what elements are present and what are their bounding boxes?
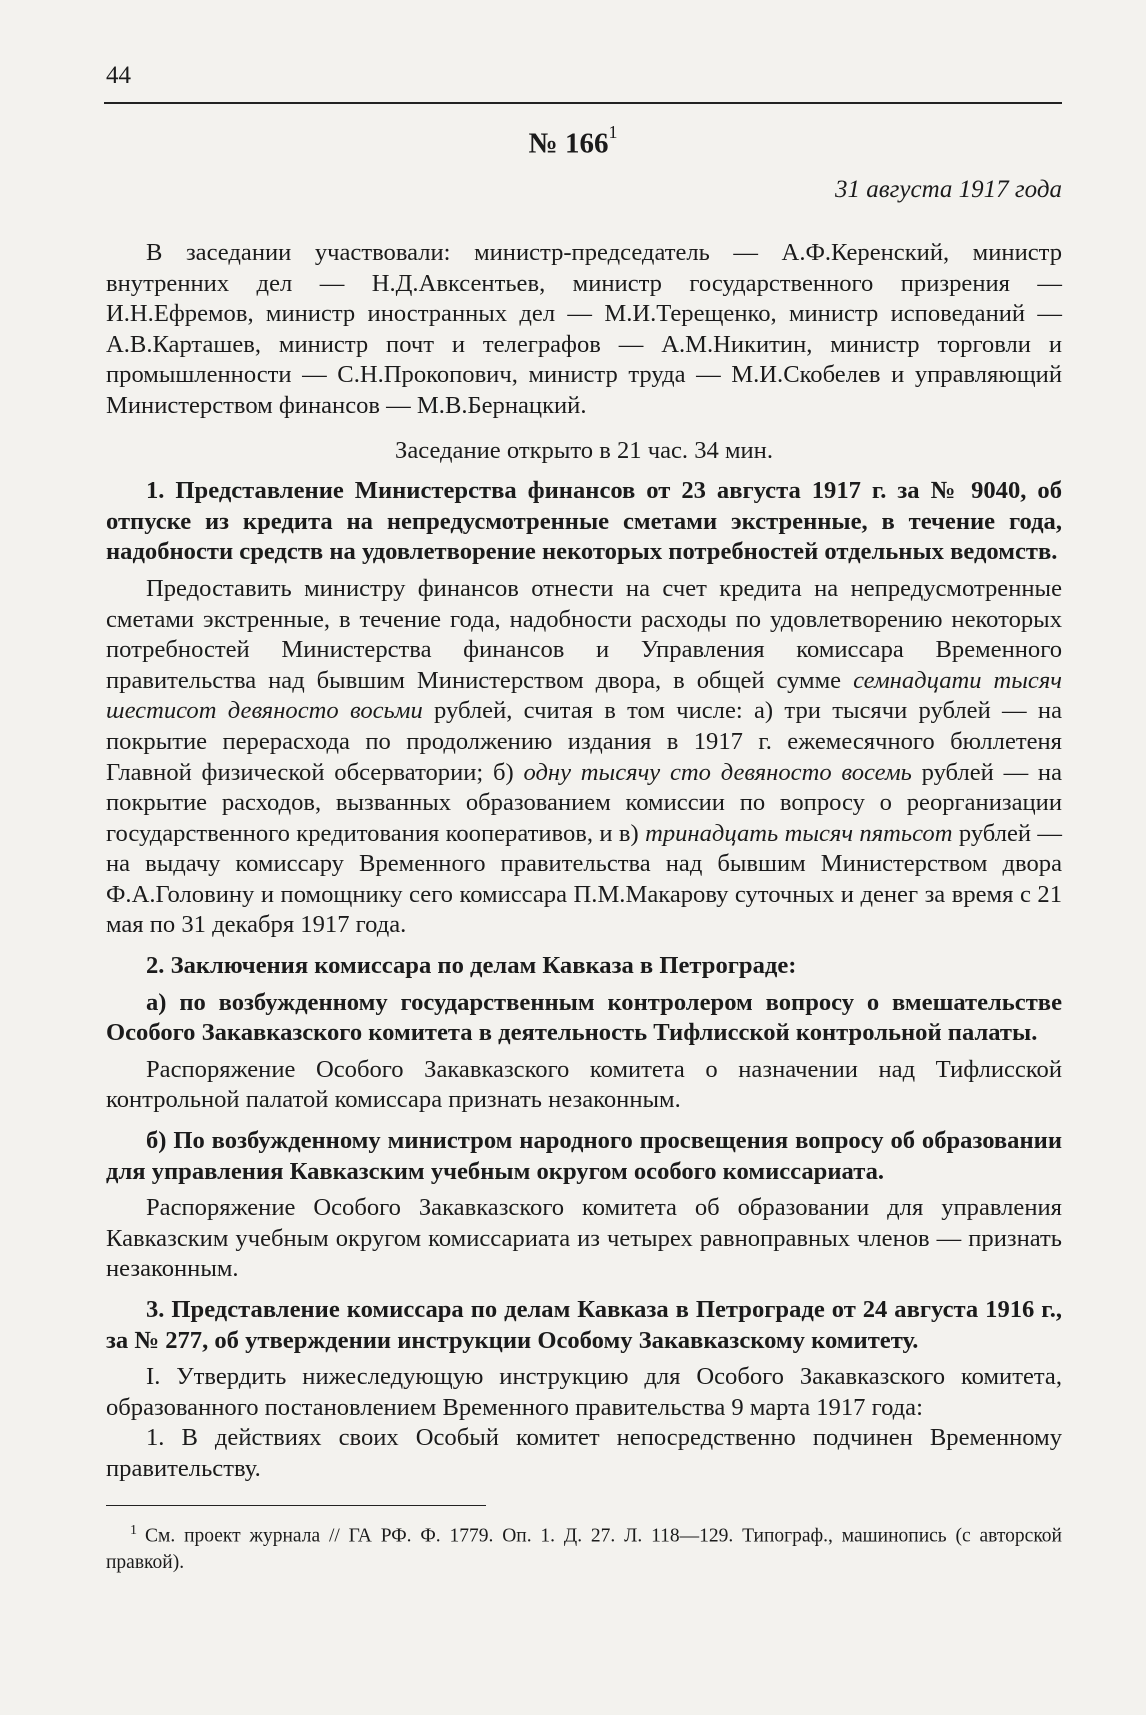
item1-text-b: рублей, считая в том числе: а) три тысячи рублей — на покрытие перерасхода по продолжению издания в 1917 г. ежемесячного бюллетеня Главной физической обсерватории; б)	[106, 697, 1062, 786]
item1-text-c: рублей — на покрытие расходов, вызванных образованием комиссии по вопросу о реорганизации государственного кредитования кооперативов, и в)	[106, 758, 1063, 847]
item1-italic-c: тринадцать тысяч пятьсот	[645, 819, 953, 847]
item1-heading: 1. Представление Министерства финансов от 23 августа 1917 г. за № 9040, об отпуске из кредита на непредусмотренные сметами экстренные, в течение года, надобности средств на удовлетворение некоторых потребностей отдельных ведомств.	[106, 477, 1062, 566]
footnote-text: См. проект журнала // ГА РФ. Ф. 1779. Оп. 1. Д. 27. Л. 118—129. Типограф., машинопись (с авторской правкой).	[106, 1525, 1062, 1573]
item2a-paragraph: Распоряжение Особого Закавказского комитета о назначении над Тифлисской контрольной палатой комиссара признать незаконным.	[106, 1055, 1062, 1114]
document-number-text: № 166	[528, 127, 609, 160]
document-body	[106, 238, 1062, 1485]
document-footnote-marker: 1	[608, 122, 618, 142]
item3-heading: 3. Представление комиссара по делам Кавказа в Петрограде от 24 августа 1916 г., за № 277, об утверждении инструкции Особому Закавказскому комитету.	[106, 1296, 1062, 1354]
document-number	[0, 122, 1146, 161]
item1-italic-b: одну тысячу сто девяносто восемь	[523, 758, 912, 786]
participants-paragraph: В заседании участвовали: министр-председатель — А.Ф.Керенский, министр внутренних дел — Н.Д.Авксентьев, министр государственного призрения — И.Н.Ефремов, министр иностранных дел — М.И.Терещенко, министр исповеданий — А.В.Карташев, министр почт и телеграфов — А.М.Никитин, министр торговли и промышленности — С.Н.Прокопович, министр труда — М.И.Скобелев и управляющий Министерством финансов — М.В.Бернацкий.	[106, 239, 1062, 419]
document-date: 31 августа 1917 года	[835, 176, 1062, 203]
item2a-heading: а) по возбужденному государственным контролером вопросу о вмешательстве Особого Закавказского комитета в деятельность Тифлисской контрольной палаты.	[106, 988, 1062, 1047]
item2b-heading: б) По возбужденному министром народного просвещения вопросу об образовании для управления Кавказским учебным округом особого комиссариата.	[106, 1127, 1062, 1185]
item2b-paragraph: Распоряжение Особого Закавказского комитета об образовании для управления Кавказским учебным округом комиссариата из четырех равноправных членов — признать незаконным.	[106, 1194, 1062, 1283]
item3-paragraph-1: I. Утвердить нижеследующую инструкцию для Особого Закавказского комитета, образованного постановлением Временного правительства 9 марта 1917 года:	[106, 1363, 1062, 1421]
page-number: 44	[106, 62, 131, 89]
item3-paragraph-2: 1. В действиях своих Особый комитет непосредственно подчинен Временному правительству.	[106, 1424, 1062, 1482]
item1-text-a: Предоставить министру финансов отнести на счет кредита на непредусмотренные сметами экстренные, в течение года, надобности расходы по удовлетворению некоторых потребностей Министерства финансов и Управления комиссара Временного правительства над бывшим Министерством двора, в общей сумме	[106, 574, 1062, 694]
item1-text-d: рублей — на выдачу комиссару Временного правительства над бывшим Министерством двора Ф.А.Головину и помощнику сего комиссара П.М.Макарову суточных и денег за время с 21 мая по 31 декабря 1917 года.	[106, 819, 1062, 939]
header-rule	[104, 102, 1062, 104]
item1-italic-a: семнадцати тысяч шестисот девяносто восьми	[106, 666, 1062, 725]
item1-paragraph	[106, 574, 1062, 941]
footnote-marker: 1	[130, 1523, 137, 1538]
footnote-rule	[106, 1505, 486, 1506]
session-open-line: Заседание открыто в 21 час. 34 мин.	[395, 436, 773, 464]
item2-heading: 2. Заключения комиссара по делам Кавказа в Петрограде:	[146, 952, 797, 980]
footnote	[106, 1518, 1062, 1576]
